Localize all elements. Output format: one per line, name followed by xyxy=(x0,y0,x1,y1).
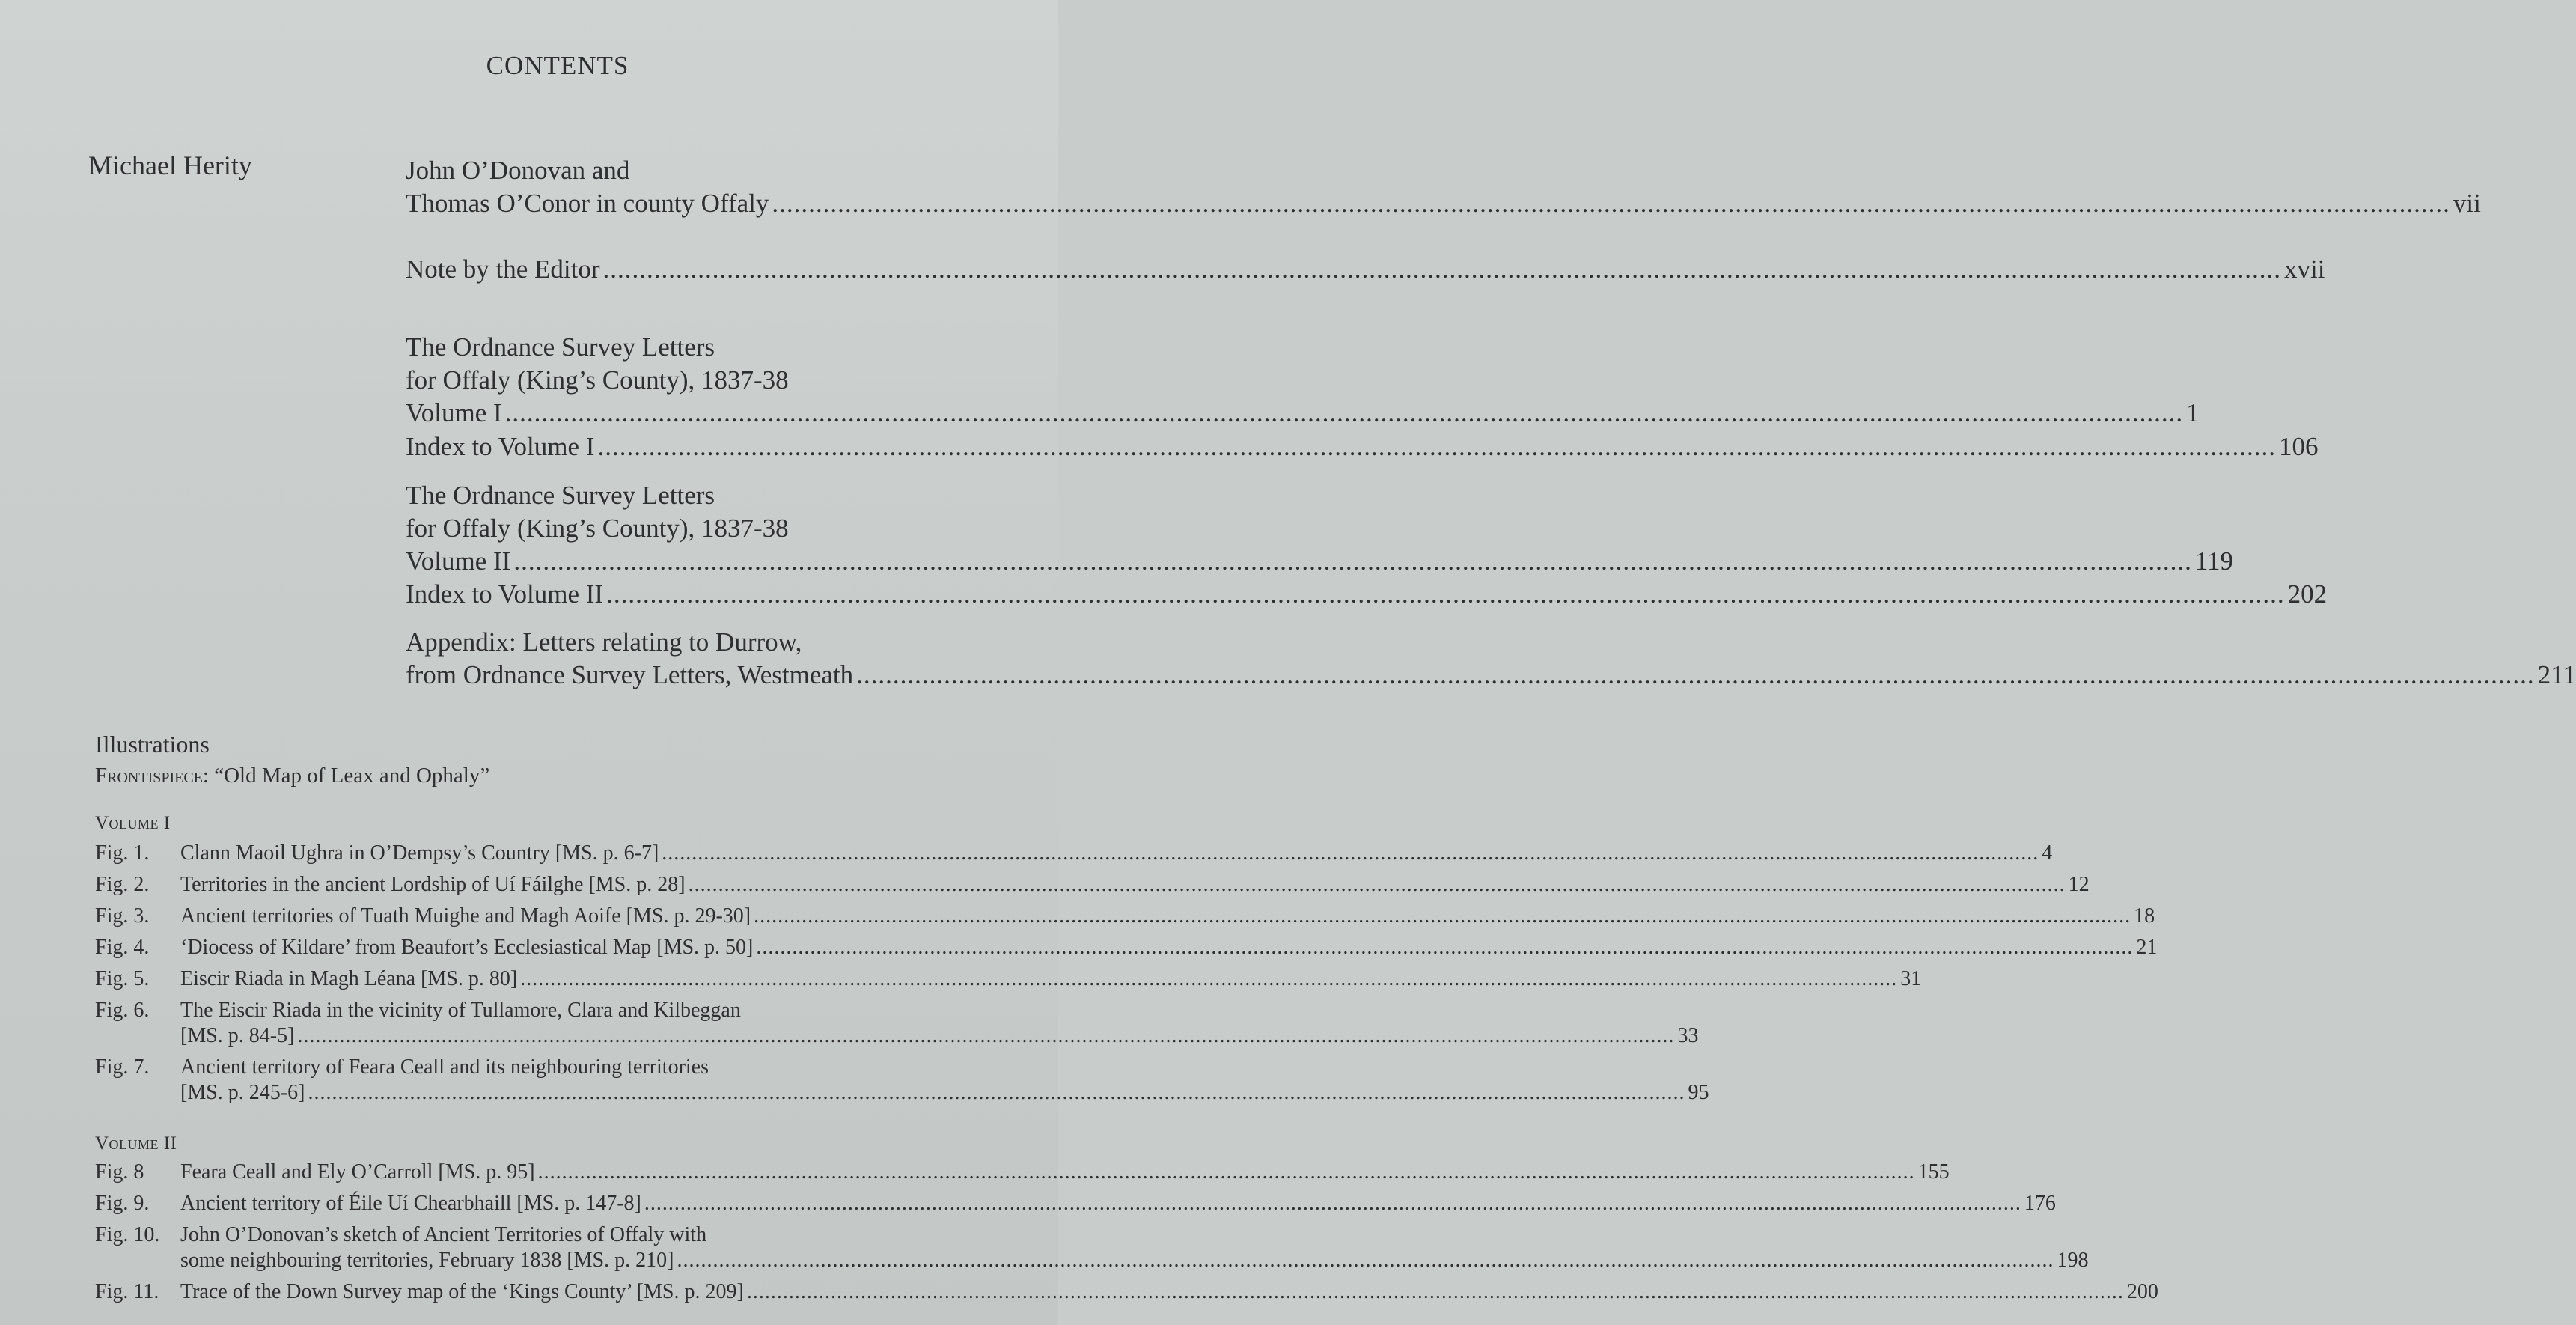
figure-page-number: 95 xyxy=(1688,1081,1709,1104)
figure-last-line xyxy=(180,1280,2158,1304)
dot-leader xyxy=(538,1160,1915,1184)
figure-entry xyxy=(95,1192,2056,1223)
toc-entry-text: Index to Volume II xyxy=(406,579,604,609)
toc-page-number: 202 xyxy=(2287,579,2328,609)
figure-line: Ancient territory of Feara Ceall and its neighbouring territories xyxy=(180,1056,709,1079)
dot-leader xyxy=(603,253,2282,286)
toc-page-number: 211 xyxy=(2537,660,2576,689)
figure-label: Fig. 5. xyxy=(95,967,150,990)
toc-entry-line: The Ordnance Survey Letters xyxy=(406,332,715,362)
figure-line: The Eiscir Riada in the vicinity of Tullamore, Clara and Kilbeggan xyxy=(180,999,741,1022)
toc-page-number: 1 xyxy=(2186,398,2200,427)
figure-page-number: 18 xyxy=(2134,904,2155,928)
toc-entry-last-line xyxy=(406,187,2481,220)
figure-entry xyxy=(95,1160,1950,1192)
figure-text: Feara Ceall and Ely O’Carroll [MS. p. 95] xyxy=(180,1160,535,1184)
toc-entry-text: from Ordnance Survey Letters, Westmeath xyxy=(406,660,854,689)
volume-2-heading: Volume II xyxy=(95,1133,177,1154)
figure-text: some neighbouring territories, February 1838 [MS. p. 210] xyxy=(180,1249,674,1272)
figure-last-line xyxy=(180,967,1921,991)
toc-entry-last-line xyxy=(406,397,2200,430)
figure-label: Fig. 1. xyxy=(95,841,150,865)
figure-entry xyxy=(95,904,2155,936)
toc-entry-line: The Ordnance Survey Letters xyxy=(406,481,715,510)
figure-page-number: 176 xyxy=(2024,1192,2056,1215)
dot-leader xyxy=(308,1081,1685,1105)
figure-body xyxy=(180,999,1698,1056)
toc-entry-last-line xyxy=(406,578,2328,611)
dot-leader xyxy=(662,841,2039,865)
figure-label: Fig. 6. xyxy=(95,999,150,1022)
dot-leader xyxy=(597,430,2276,463)
toc-page-number: 119 xyxy=(2194,546,2234,576)
figure-text: Eiscir Riada in Magh Léana [MS. p. 80] xyxy=(180,967,518,990)
toc-entry-last-line xyxy=(406,545,2234,578)
figure-label: Fig. 7. xyxy=(95,1056,150,1079)
figure-entry xyxy=(95,1223,2089,1280)
toc-entry-text: Volume I xyxy=(406,398,502,427)
figure-page-number: 4 xyxy=(2042,841,2053,865)
figure-text: Trace of the Down Survey map of the ‘Kings County’ [MS. p. 209] xyxy=(180,1280,744,1303)
page-title: CONTENTS xyxy=(486,51,629,80)
dot-leader xyxy=(297,1024,1674,1048)
dot-leader xyxy=(856,659,2535,692)
volume-1-figures xyxy=(95,841,2158,1112)
dot-leader xyxy=(606,578,2285,611)
toc-page-number: xvii xyxy=(2284,255,2325,284)
figure-entry xyxy=(95,873,2090,904)
figure-label: Fig. 8 xyxy=(95,1160,144,1184)
toc-entry-line: John O’Donovan and xyxy=(406,156,630,185)
dot-leader xyxy=(772,187,2450,220)
figure-page-number: 21 xyxy=(2136,936,2158,959)
dot-leader xyxy=(505,397,2184,430)
figure-label: Fig. 11. xyxy=(95,1280,159,1303)
figure-label: Fig. 3. xyxy=(95,904,150,928)
figure-label: Fig. 9. xyxy=(95,1192,150,1215)
figure-text: Territories in the ancient Lordship of Uí Fáilghe [MS. p. 28] xyxy=(180,873,686,896)
toc-entry-last-line xyxy=(406,430,2319,463)
toc-entry-text: Thomas O’Conor in county Offaly xyxy=(406,189,769,218)
figure-label: Fig. 2. xyxy=(95,873,150,896)
figure-page-number: 198 xyxy=(2057,1249,2089,1272)
figure-label: Fig. 4. xyxy=(95,936,150,959)
dot-leader xyxy=(756,936,2133,960)
figure-body xyxy=(180,1223,2088,1280)
toc-page-number: 106 xyxy=(2278,432,2319,461)
toc-entry-last-line xyxy=(406,253,2325,286)
illustrations-heading: Illustrations xyxy=(95,731,210,758)
figure-page-number: 33 xyxy=(1677,1024,1699,1047)
figure-page-number: 12 xyxy=(2068,873,2090,896)
figure-text: [MS. p. 84-5] xyxy=(180,1024,295,1047)
toc-entry-text: Note by the Editor xyxy=(406,255,600,284)
toc-entry xyxy=(406,253,2325,286)
frontispiece-line xyxy=(95,764,489,788)
figure-entry xyxy=(95,967,1922,999)
toc-entry xyxy=(406,626,2576,692)
figure-last-line xyxy=(180,1081,1709,1112)
toc-entry xyxy=(406,430,2319,463)
figure-body xyxy=(180,1056,1709,1112)
toc-entry-line: for Offaly (King’s County), 1837-38 xyxy=(406,514,789,543)
figure-last-line xyxy=(180,873,2090,897)
figure-entry xyxy=(95,936,2158,967)
volume-1-heading: Volume I xyxy=(95,813,171,833)
figure-last-line xyxy=(180,841,2052,865)
toc-entry xyxy=(406,578,2328,611)
toc-entry-line: for Offaly (King’s County), 1837-38 xyxy=(406,365,789,395)
figure-last-line xyxy=(180,904,2155,928)
figure-entry xyxy=(95,841,2053,873)
volume-2-figures xyxy=(95,1160,2158,1312)
figure-last-line xyxy=(180,1249,2088,1280)
figure-last-line xyxy=(180,936,2157,960)
toc-entry xyxy=(406,479,2234,578)
dot-leader xyxy=(677,1249,2054,1273)
figure-label: Fig. 10. xyxy=(95,1223,160,1246)
figure-text: Ancient territory of Éile Uí Chearbhaill [MS. p. 147-8] xyxy=(180,1192,641,1215)
figure-page-number: 31 xyxy=(1900,967,1922,990)
toc-entry xyxy=(406,331,2200,430)
figure-entry xyxy=(95,999,1699,1056)
toc-entry-line: Appendix: Letters relating to Durrow, xyxy=(406,627,802,657)
dot-leader xyxy=(747,1280,2124,1304)
figure-last-line xyxy=(180,1024,1698,1056)
figure-text: Ancient territories of Tuath Muighe and Magh Aoife [MS. p. 29-30] xyxy=(180,904,751,928)
figure-text: ‘Diocess of Kildare’ from Beaufort’s Ecclesiastical Map [MS. p. 50] xyxy=(180,936,754,959)
frontispiece-label: Frontispiece: xyxy=(95,764,209,788)
dot-leader xyxy=(513,545,2192,578)
toc-entry-text: Index to Volume I xyxy=(406,432,595,461)
toc-entry-text: Volume II xyxy=(406,546,511,576)
dot-leader xyxy=(689,873,2066,897)
figure-last-line xyxy=(180,1160,1950,1184)
toc-entry xyxy=(406,154,2481,220)
figure-text: Clann Maoil Ughra in O’Dempsy’s Country [MS. p. 6-7] xyxy=(180,841,659,865)
figure-page-number: 200 xyxy=(2126,1280,2158,1303)
figure-text: [MS. p. 245-6] xyxy=(180,1081,305,1104)
dot-leader xyxy=(644,1192,2021,1216)
figure-page-number: 155 xyxy=(1917,1160,1950,1184)
toc-entry-last-line xyxy=(406,659,2576,692)
frontispiece-title: “Old Map of Leax and Ophaly” xyxy=(214,764,490,788)
author-name: Michael Herity xyxy=(88,150,252,180)
figure-line: John O’Donovan’s sketch of Ancient Territories of Offaly with xyxy=(180,1223,707,1246)
figure-entry xyxy=(95,1280,2158,1312)
dot-leader xyxy=(754,904,2131,928)
toc-page-number: vii xyxy=(2453,189,2481,218)
figure-last-line xyxy=(180,1192,2056,1216)
figure-entry xyxy=(95,1056,1709,1112)
dot-leader xyxy=(520,967,1897,991)
